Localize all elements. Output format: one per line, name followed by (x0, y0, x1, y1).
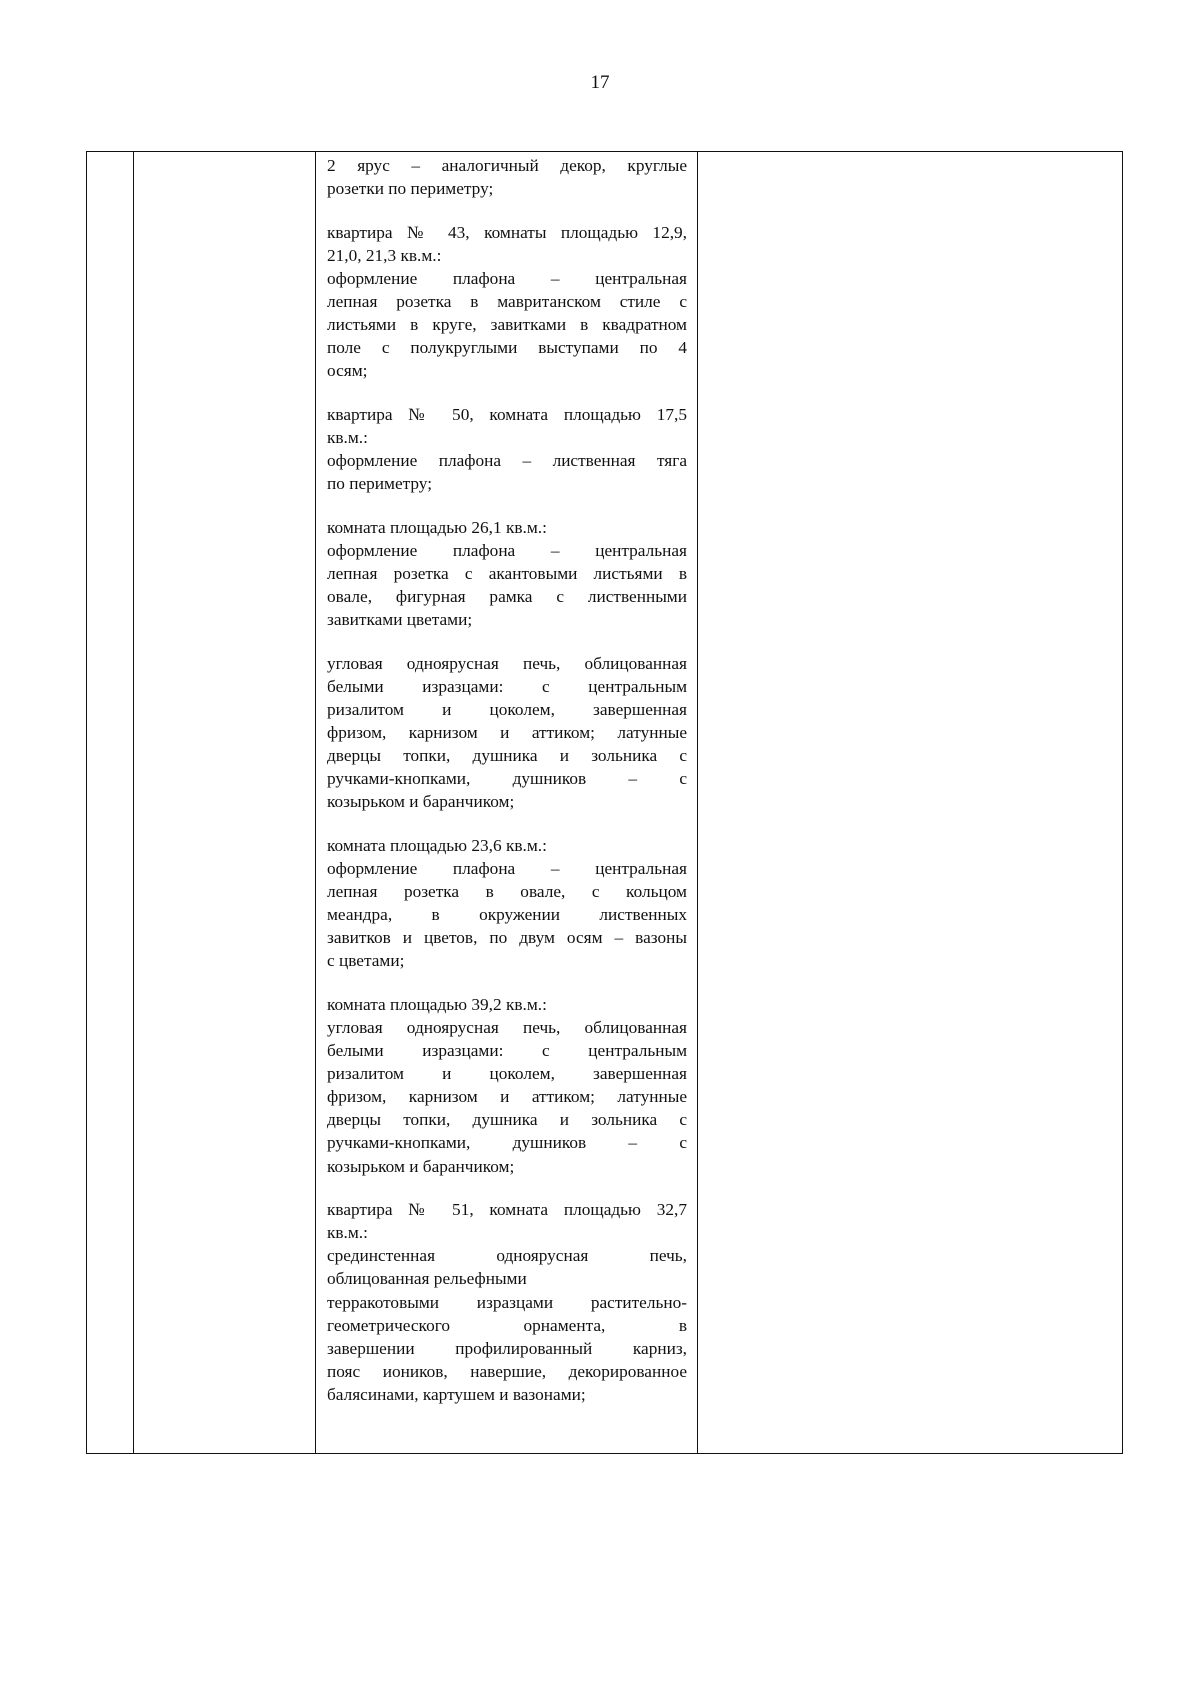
text-line: квартира № 51, комната площадью 32,7 (327, 1200, 687, 1220)
text-paragraph (327, 993, 687, 1178)
column-divider (315, 152, 316, 1453)
text-line: ризалитом и цоколем, завершенная (327, 1064, 687, 1084)
text-paragraph (327, 516, 687, 631)
text-line: дверцы топки, душника и зольника с (327, 1110, 687, 1130)
text-line: квартира № 50, комната площадью 17,5 (327, 404, 687, 424)
text-line: пояс иоников, навершие, декорированное (327, 1361, 687, 1381)
text-line: белыми изразцами: с центральным (327, 676, 687, 696)
column-divider (133, 152, 134, 1453)
text-line: ручками-кнопками, душников – с (327, 1133, 687, 1153)
text-line: меандра, в окружении лиственных (327, 905, 687, 925)
text-line: балясинами, картушем и вазонами; (327, 1384, 586, 1404)
text-paragraph (327, 1198, 687, 1406)
text-line: фризом, карнизом и аттиком; латунные (327, 1087, 687, 1107)
text-paragraph (327, 221, 687, 383)
text-line: листьями в круге, завитками в квадратном (327, 315, 687, 335)
text-line: квартира № 43, комнаты площадью 12,9, (327, 222, 687, 242)
text-line: поле с полукруглыми выступами по 4 (327, 338, 687, 358)
text-line: оформление плафона – лиственная тяга (327, 451, 687, 471)
text-line: комната площадью 39,2 кв.м.: (327, 994, 547, 1014)
document-table (86, 151, 1123, 1454)
text-line: козырьком и баранчиком; (327, 1156, 515, 1176)
text-line: 2 ярус – аналогичный декор, круглые (327, 156, 687, 175)
text-line: по периметру; (327, 474, 433, 494)
text-line: угловая одноярусная печь, облицованная (327, 653, 687, 673)
text-line: розетки по периметру; (327, 179, 494, 199)
text-line: лепная розетка с акантовыми листьями в (327, 563, 687, 583)
text-line: терракотовыми изразцами растительно- (327, 1292, 687, 1312)
text-paragraph (327, 834, 687, 973)
text-line: комната площадью 23,6 кв.м.: (327, 835, 547, 855)
text-line: фризом, карнизом и аттиком; латунные (327, 722, 687, 742)
text-paragraph (327, 652, 687, 814)
text-line: козырьком и баранчиком; (327, 792, 515, 812)
text-line: геометрического орнамента, в (327, 1315, 687, 1335)
text-line: оформление плафона – центральная (327, 268, 687, 288)
text-line: овале, фигурная рамка с лиственными (327, 587, 687, 606)
text-line: завитков и цветов, по двум осям – вазоны (327, 928, 687, 948)
text-line: ручками-кнопками, душников – с (327, 769, 687, 789)
text-line: 21,0, 21,3 кв.м.: (327, 245, 442, 265)
page-number: 17 (590, 72, 610, 93)
text-line: кв.м.: (327, 1223, 368, 1243)
text-line: с цветами; (327, 951, 405, 971)
text-line: осям; (327, 361, 368, 381)
column-divider (697, 152, 698, 1453)
text-line: кв.м.: (327, 427, 368, 447)
text-line: завершении профилированный карниз, (327, 1338, 687, 1358)
text-line: оформление плафона – центральная (327, 540, 687, 560)
text-line: завитками цветами; (327, 610, 473, 630)
text-line: комната площадью 26,1 кв.м.: (327, 517, 547, 537)
text-paragraph (327, 403, 687, 495)
text-line: срединстенная одноярусная печь, (327, 1246, 687, 1266)
text-line: белыми изразцами: с центральным (327, 1041, 687, 1061)
text-line: угловая одноярусная печь, облицованная (327, 1018, 687, 1037)
text-line: лепная розетка в мавританском стиле с (327, 291, 687, 311)
text-line: ризалитом и цоколем, завершенная (327, 699, 687, 719)
text-paragraph (327, 154, 687, 200)
text-line: дверцы топки, душника и зольника с (327, 746, 687, 766)
text-line: оформление плафона – центральная (327, 858, 687, 878)
text-line: облицованная рельефными (327, 1269, 527, 1289)
text-line: лепная розетка в овале, с кольцом (327, 882, 687, 902)
description-cell (327, 154, 687, 1427)
